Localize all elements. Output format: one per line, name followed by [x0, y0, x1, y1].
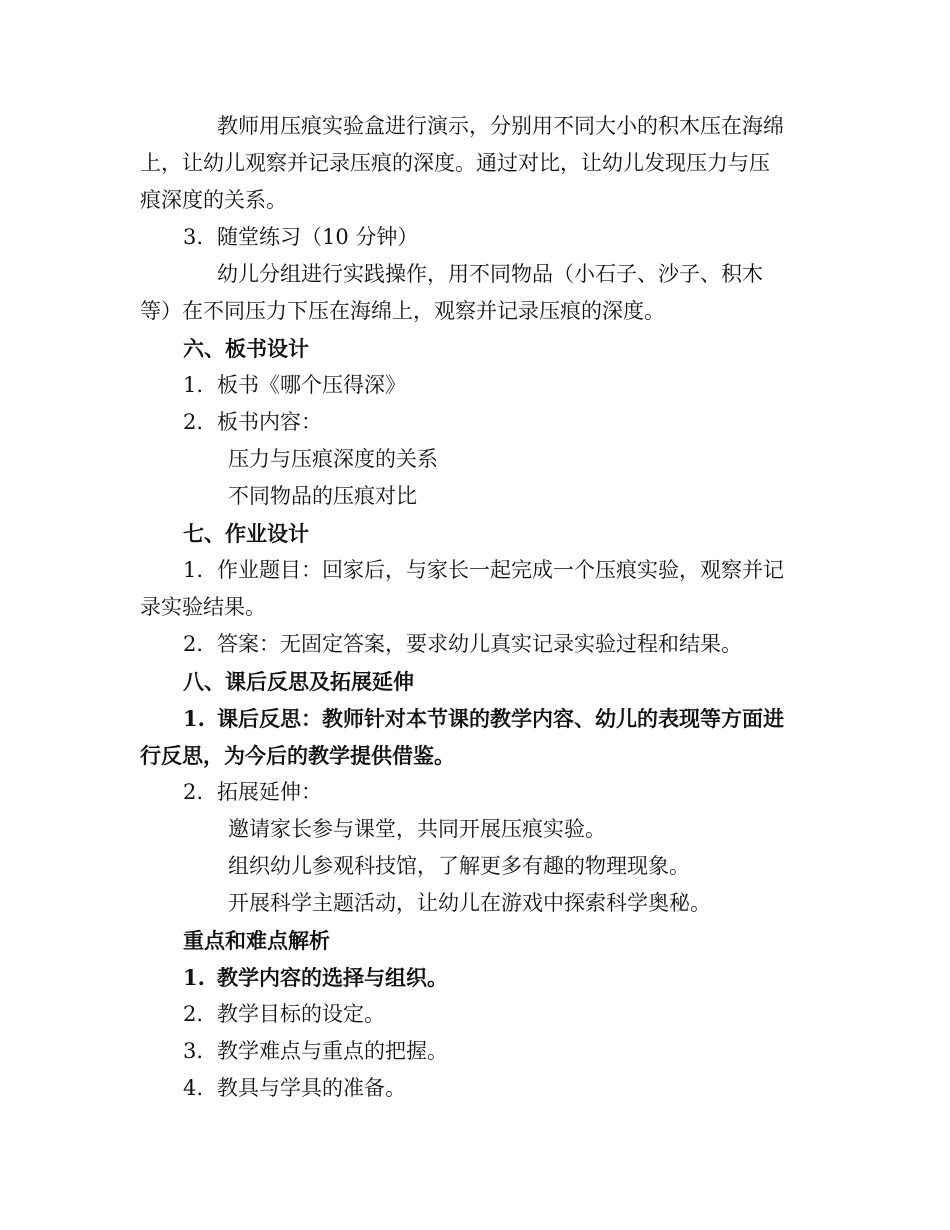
list-item-practice — [183, 219, 418, 256]
list-text: 随堂练习（10 分钟） — [217, 225, 419, 249]
section-heading-reflection: 八、课后反思及拓展延伸 — [183, 669, 414, 694]
list-number: 1. — [183, 965, 205, 990]
list-number: 1. — [183, 706, 205, 731]
list-item-analysis-2 — [183, 996, 385, 1033]
sub-item: 邀请家长参与课堂，共同开展压痕实验。 — [228, 817, 606, 841]
sub-item: 组织幼儿参观科技馆，了解更多有趣的物理现象。 — [228, 854, 690, 878]
list-item-blackboard-title — [183, 367, 406, 404]
list-item-analysis-3 — [183, 1033, 448, 1070]
sub-item: 开展科学主题活动，让幼儿在游戏中探索科学奥秘。 — [228, 891, 711, 915]
list-number: 3. — [183, 1039, 204, 1063]
paragraph-demo-line-2: 上，让幼儿观察并记录压痕的深度。通过对比，让幼儿发现压力与压 — [140, 151, 770, 175]
paragraph-demo-line-3: 痕深度的关系。 — [140, 188, 287, 212]
list-number: 3. — [183, 225, 204, 249]
list-text: 教学内容的选择与组织。 — [217, 965, 448, 990]
list-number: 4. — [183, 1076, 204, 1100]
list-item-analysis-4 — [183, 1070, 406, 1107]
list-item-analysis-1 — [183, 959, 448, 996]
list-text: 作业题目：回家后，与家长一起完成一个压痕实验，观察并记 — [217, 558, 784, 582]
list-text: 课后反思：教师针对本节课的教学内容、幼儿的表现等方面进 — [217, 706, 784, 731]
list-item-blackboard-content — [183, 404, 322, 441]
list-item-continuation: 行反思，为今后的教学提供借鉴。 — [140, 743, 455, 768]
list-number: 2. — [183, 632, 204, 656]
paragraph-practice-line-1: 幼儿分组进行实践操作，用不同物品（小石子、沙子、积木 — [217, 262, 763, 286]
paragraph-demo-line-1: 教师用压痕实验盒进行演示，分别用不同大小的积木压在海绵 — [217, 114, 784, 138]
list-text: 板书《哪个压得深》 — [217, 373, 406, 397]
list-number: 1. — [183, 373, 204, 397]
sub-item: 不同物品的压痕对比 — [228, 484, 417, 508]
list-text: 教具与学具的准备。 — [217, 1076, 406, 1100]
list-text: 答案：无固定答案，要求幼儿真实记录实验过程和结果。 — [217, 632, 742, 656]
list-number: 2. — [183, 410, 204, 434]
list-item-homework-answer — [183, 626, 742, 663]
sub-item: 压力与压痕深度的关系 — [228, 447, 438, 471]
list-number: 2. — [183, 780, 204, 804]
list-item-continuation: 录实验结果。 — [140, 595, 266, 619]
section-heading-homework: 七、作业设计 — [183, 521, 309, 546]
section-heading-analysis: 重点和难点解析 — [183, 928, 330, 953]
list-number: 2. — [183, 1002, 204, 1026]
list-item-reflection — [183, 700, 784, 737]
list-item-homework-topic — [183, 552, 784, 589]
list-number: 1. — [183, 558, 204, 582]
section-heading-blackboard: 六、板书设计 — [183, 336, 309, 361]
list-text: 板书内容： — [217, 410, 322, 434]
list-text: 拓展延伸： — [217, 780, 322, 804]
paragraph-practice-line-2: 等）在不同压力下压在海绵上，观察并记录压痕的深度。 — [140, 299, 665, 323]
list-text: 教学目标的设定。 — [217, 1002, 385, 1026]
list-item-extension — [183, 774, 322, 811]
list-text: 教学难点与重点的把握。 — [217, 1039, 448, 1063]
